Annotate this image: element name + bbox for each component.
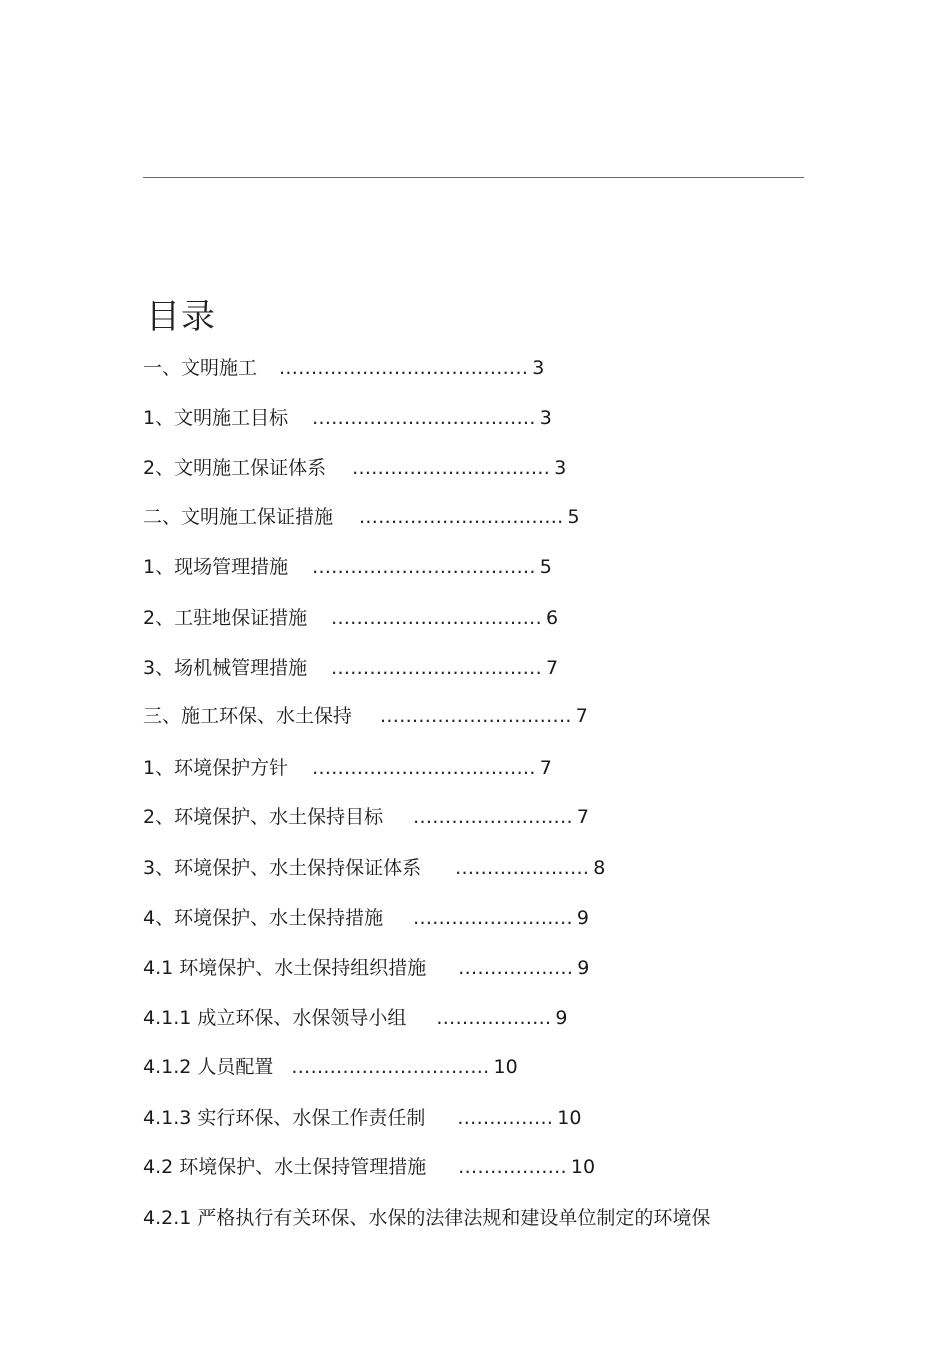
toc-entry-page: 7 <box>575 705 588 727</box>
toc-entry-text: 人员配置 <box>197 1056 274 1078</box>
toc-entry-text: 实行环保、水保工作责任制 <box>197 1107 426 1129</box>
toc-entry-leader: ............................... <box>352 457 551 479</box>
toc-entry-page: 5 <box>539 556 552 578</box>
toc-entry-number: 3、 <box>143 857 175 879</box>
toc-entry-text: 文明施工目标 <box>174 407 289 429</box>
toc-entry-leader: ................................... <box>312 556 536 578</box>
toc-entry[interactable] <box>143 702 588 730</box>
toc-entry-leader: ................. <box>458 1156 567 1178</box>
toc-entry[interactable] <box>143 654 558 682</box>
toc-entry-number: 2、 <box>143 607 175 629</box>
toc-entry[interactable] <box>143 1104 581 1132</box>
toc-entry-number: 1、 <box>143 407 175 429</box>
toc-entry-number: 4.1 <box>143 957 180 979</box>
toc-entry-number: 4.1.2 <box>143 1056 198 1078</box>
toc-entry-leader: ................................. <box>331 657 542 679</box>
toc-entry-leader: ......................... <box>413 806 573 828</box>
toc-entry-leader: .................. <box>436 1007 552 1029</box>
toc-entry-page: 10 <box>557 1107 582 1129</box>
toc-entry-text: 现场管理措施 <box>174 556 289 578</box>
toc-entry-number: 一、 <box>143 357 182 379</box>
toc-entry-page: 7 <box>576 806 589 828</box>
toc-entry[interactable] <box>143 354 544 382</box>
toc-entry[interactable] <box>143 954 589 982</box>
toc-entry-text: 文明施工保证措施 <box>181 506 334 528</box>
toc-entry-leader: ................................... <box>312 407 536 429</box>
toc-entry-leader: .................. <box>458 957 574 979</box>
toc-entry-text: 文明施工保证体系 <box>174 457 327 479</box>
toc-entry[interactable] <box>143 553 552 581</box>
header-rule <box>143 177 804 178</box>
toc-entry-number: 三、 <box>143 705 182 727</box>
toc-entry-page: 5 <box>567 506 580 528</box>
toc-entry-number: 4.1.1 <box>143 1007 198 1029</box>
toc-entry-text: 环境保护、水土保持管理措施 <box>179 1156 427 1178</box>
toc-entry-number: 2、 <box>143 806 175 828</box>
toc-entry-text: 工驻地保证措施 <box>174 607 308 629</box>
toc-entry-text: 施工环保、水土保持 <box>181 705 353 727</box>
toc-entry-page: 10 <box>493 1056 518 1078</box>
toc-entry-text: 成立环保、水保领导小组 <box>197 1007 407 1029</box>
toc-entry-leader: ......................... <box>413 907 573 929</box>
toc-entry-page: 10 <box>570 1156 596 1178</box>
toc-entry-page: 7 <box>545 657 559 679</box>
toc-entry-leader: .............................. <box>380 705 572 727</box>
toc-entry[interactable] <box>143 604 558 632</box>
toc-entry-page: 9 <box>555 1007 568 1029</box>
toc-entry-page: 3 <box>532 357 545 379</box>
toc-entry-page: 9 <box>577 957 590 979</box>
toc-entry[interactable] <box>143 904 589 932</box>
toc-entry-leader: ............... <box>457 1107 554 1129</box>
toc-entry-page: 3 <box>539 407 552 429</box>
toc-entry-leader: ............................... <box>291 1056 490 1078</box>
toc-entry-text: 场机械管理措施 <box>174 657 308 679</box>
toc-entry-text: 环境保护、水土保持目标 <box>174 806 384 828</box>
toc-entry-number: 4、 <box>143 907 175 929</box>
toc-entry-leader: ..................... <box>455 857 590 879</box>
toc-entry[interactable] <box>143 1053 518 1081</box>
toc-entry-page: 6 <box>545 607 559 629</box>
toc-entry[interactable] <box>143 1204 710 1232</box>
toc-entry-text: 文明施工 <box>181 357 258 379</box>
toc-entry-number: 4.2 <box>143 1156 180 1178</box>
toc-entry-text: 环境保护、水土保持措施 <box>174 907 384 929</box>
toc-entry-leader: ................................... <box>312 757 536 779</box>
toc-entry[interactable] <box>143 754 552 782</box>
toc-entry-text: 环境保护、水土保持组织措施 <box>179 957 427 979</box>
toc-entry-number: 1、 <box>143 556 175 578</box>
toc-entry-page: 7 <box>539 757 552 779</box>
toc-entry[interactable] <box>143 803 589 831</box>
toc-entry-number: 4.2.1 <box>143 1207 198 1229</box>
toc-entry-number: 2、 <box>143 457 175 479</box>
toc-entry-leader: ....................................... <box>279 357 529 379</box>
toc-entry-number: 二、 <box>143 506 182 528</box>
toc-entry-page: 9 <box>576 907 589 929</box>
toc-entry-leader: ................................. <box>331 607 542 629</box>
toc-entry-number: 3、 <box>143 657 175 679</box>
toc-entry-number: 4.1.3 <box>143 1107 198 1129</box>
toc-entry[interactable] <box>143 503 580 531</box>
toc-entry[interactable] <box>143 1004 568 1032</box>
toc-entry-page: 3 <box>554 457 567 479</box>
toc-entry-text: 环境保护、水土保持保证体系 <box>174 857 422 879</box>
toc-entry-text: 环境保护方针 <box>174 757 289 779</box>
toc-entry[interactable] <box>143 404 552 432</box>
toc-entry-leader: ................................ <box>359 506 564 528</box>
toc-entry[interactable] <box>143 454 566 482</box>
toc-entry-number: 1、 <box>143 757 175 779</box>
toc-entry-text: 严格执行有关环保、水保的法律法规和建设单位制定的环境保 <box>197 1207 711 1229</box>
toc-entry[interactable] <box>143 1153 595 1181</box>
toc-entry[interactable] <box>143 854 605 882</box>
toc-entry-page: 8 <box>593 857 606 879</box>
toc-title: 目录 <box>146 297 216 337</box>
